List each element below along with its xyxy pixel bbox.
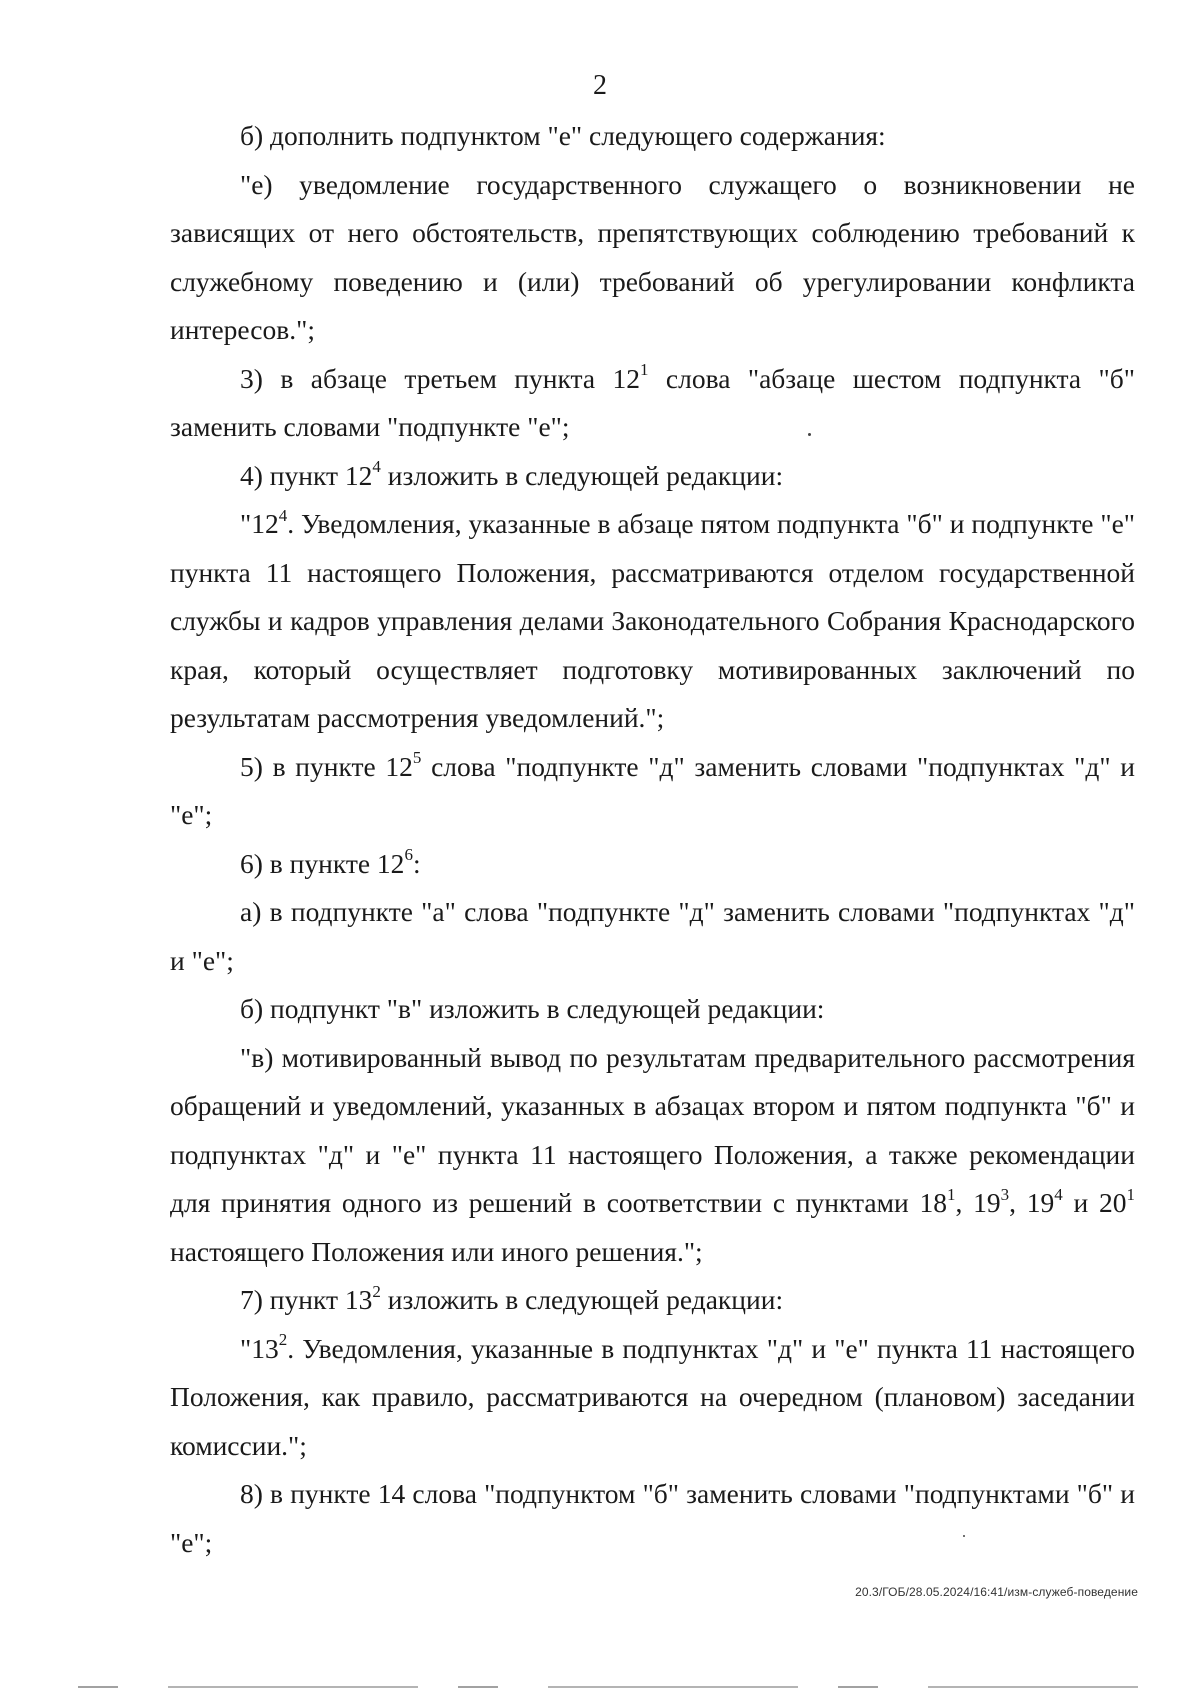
paragraph: "$12^4$. Уведомления, указанные в абзаце пятом подпункта "б" и подпункте "е" пункта 11 настоящего Положения, рассматриваются отделом государственной службы и кадров управления делами Законодательного Собрания Краснодарского края, который осуществляет подготовку мотивированных заключений по результатам рассмотрения уведомлений."; xyxy=(170,505,1135,733)
paragraph: "$13^2$. Уведомления, указанные в подпунктах "д" и "е" пункта 11 настоящего Положения, как правило, рассматриваются на очередном (плановом) заседании комиссии."; xyxy=(170,1330,1135,1461)
paragraph: 4) пункт $12^4$ изложить в следующей редакции: xyxy=(240,457,784,491)
page-number: 2 xyxy=(593,70,607,101)
document-body xyxy=(170,112,1135,1567)
paragraph: 3) в абзаце третьем пункта $12^1$ слова "абзаце шестом подпункта "б" заменить словами "подпункте "е"; xyxy=(170,360,1135,442)
paragraph: 7) пункт $13^2$ изложить в следующей редакции: xyxy=(240,1281,784,1315)
paragraph: 8) в пункте 14 слова "подпунктом "б" заменить словами "подпунктами "б" и "е"; xyxy=(170,1478,1135,1558)
paragraph: а) в подпункте "а" слова "подпункте "д" заменить словами "подпунктах "д" и "е"; xyxy=(170,896,1135,976)
scan-edge-line xyxy=(78,1686,1138,1688)
paragraph: "в) мотивированный вывод по результатам предварительного рассмотрения обращений и уведомлений, указанных в абзацах втором и пятом подпункта "б" и подпунктах "д" и "е" пункта 11 настоящего Положения, а также рекомендации для принятия одного из решений в соответствии с пунктами $18^1$, $19^3$, $19^4$ и $20^1$ настоящего Положения или иного решения."; xyxy=(170,1041,1136,1267)
footer-document-code: 20.3/ГОБ/28.05.2024/16:41/изм-служеб-поведение xyxy=(855,1585,1138,1599)
paragraph: б) дополнить подпунктом "е" следующего содержания: xyxy=(240,120,886,151)
paragraph: 6) в пункте $12^6$: xyxy=(240,845,421,879)
scan-speck xyxy=(963,1535,965,1537)
paragraph: 5) в пункте $12^5$ слова "подпункте "д" заменить словами "подпунктах "д" и "е"; xyxy=(170,748,1135,830)
paragraph: "е) уведомление государственного служащего о возникновении не зависящих от него обстоятельств, препятствующих соблюдению требований к служебному поведению и (или) требований об урегулировании конфликта интересов."; xyxy=(170,168,1135,345)
paragraph: б) подпункт "в" изложить в следующей редакции: xyxy=(240,993,825,1024)
scan-speck xyxy=(808,433,811,436)
